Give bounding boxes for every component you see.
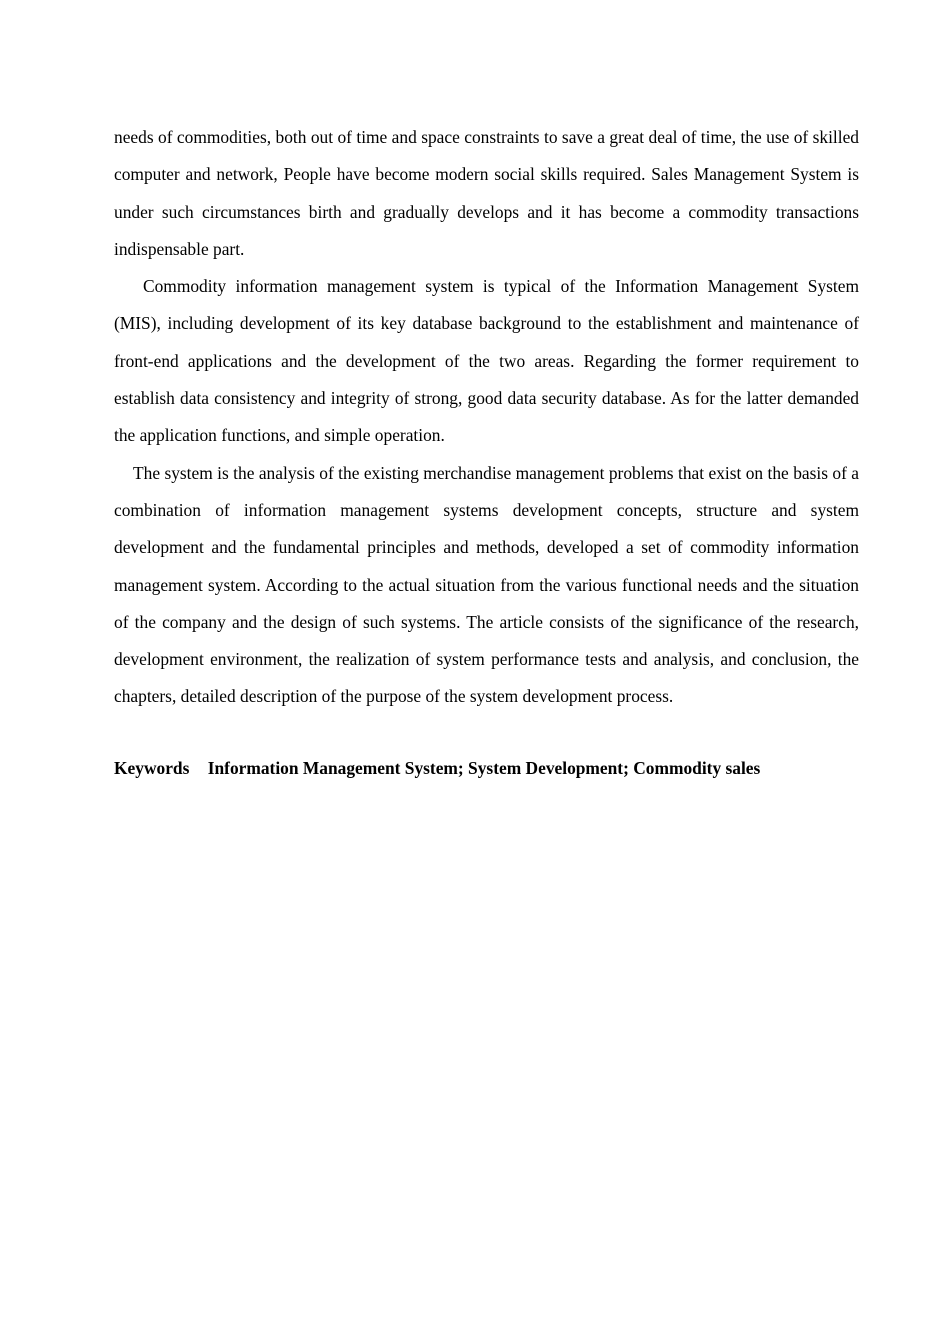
abstract-paragraph-1: needs of commodities, both out of time and space constraints to save a great deal of time, the use of skilled computer and network, People have become modern social skills required. Sales Management System is under such circumstances birth and gradually develops and it has become a commodity transactions indispensable part. (114, 127, 859, 259)
abstract-paragraph-3: The system is the analysis of the existing merchandise management problems that exist on the basis of a combination of information management systems development concepts, structure and system development and the fundamental principles and methods, developed a set of commodity information management system. According to the actual situation from the various functional needs and the situation of the company and the design of such systems. The article consists of the significance of the research, development environment, the realization of system performance tests and analysis, and conclusion, the chapters, detailed description of the purpose of the system development process. (114, 462, 859, 707)
keywords-value: Information Management System; System Development; Commodity sales (207, 757, 761, 778)
keywords-line (114, 750, 859, 787)
abstract-paragraph-2: Commodity information management system is typical of the Information Management System (MIS), including development of its key database background to the establishment and maintenance of front-end applications and the development of the two areas. Regarding the former requirement to establish data consistency and integrity of strong, good data security database. As for the latter demanded the application functions, and simple operation. (114, 276, 859, 446)
abstract-body (114, 119, 859, 787)
keywords-label: Keywords (114, 757, 190, 778)
